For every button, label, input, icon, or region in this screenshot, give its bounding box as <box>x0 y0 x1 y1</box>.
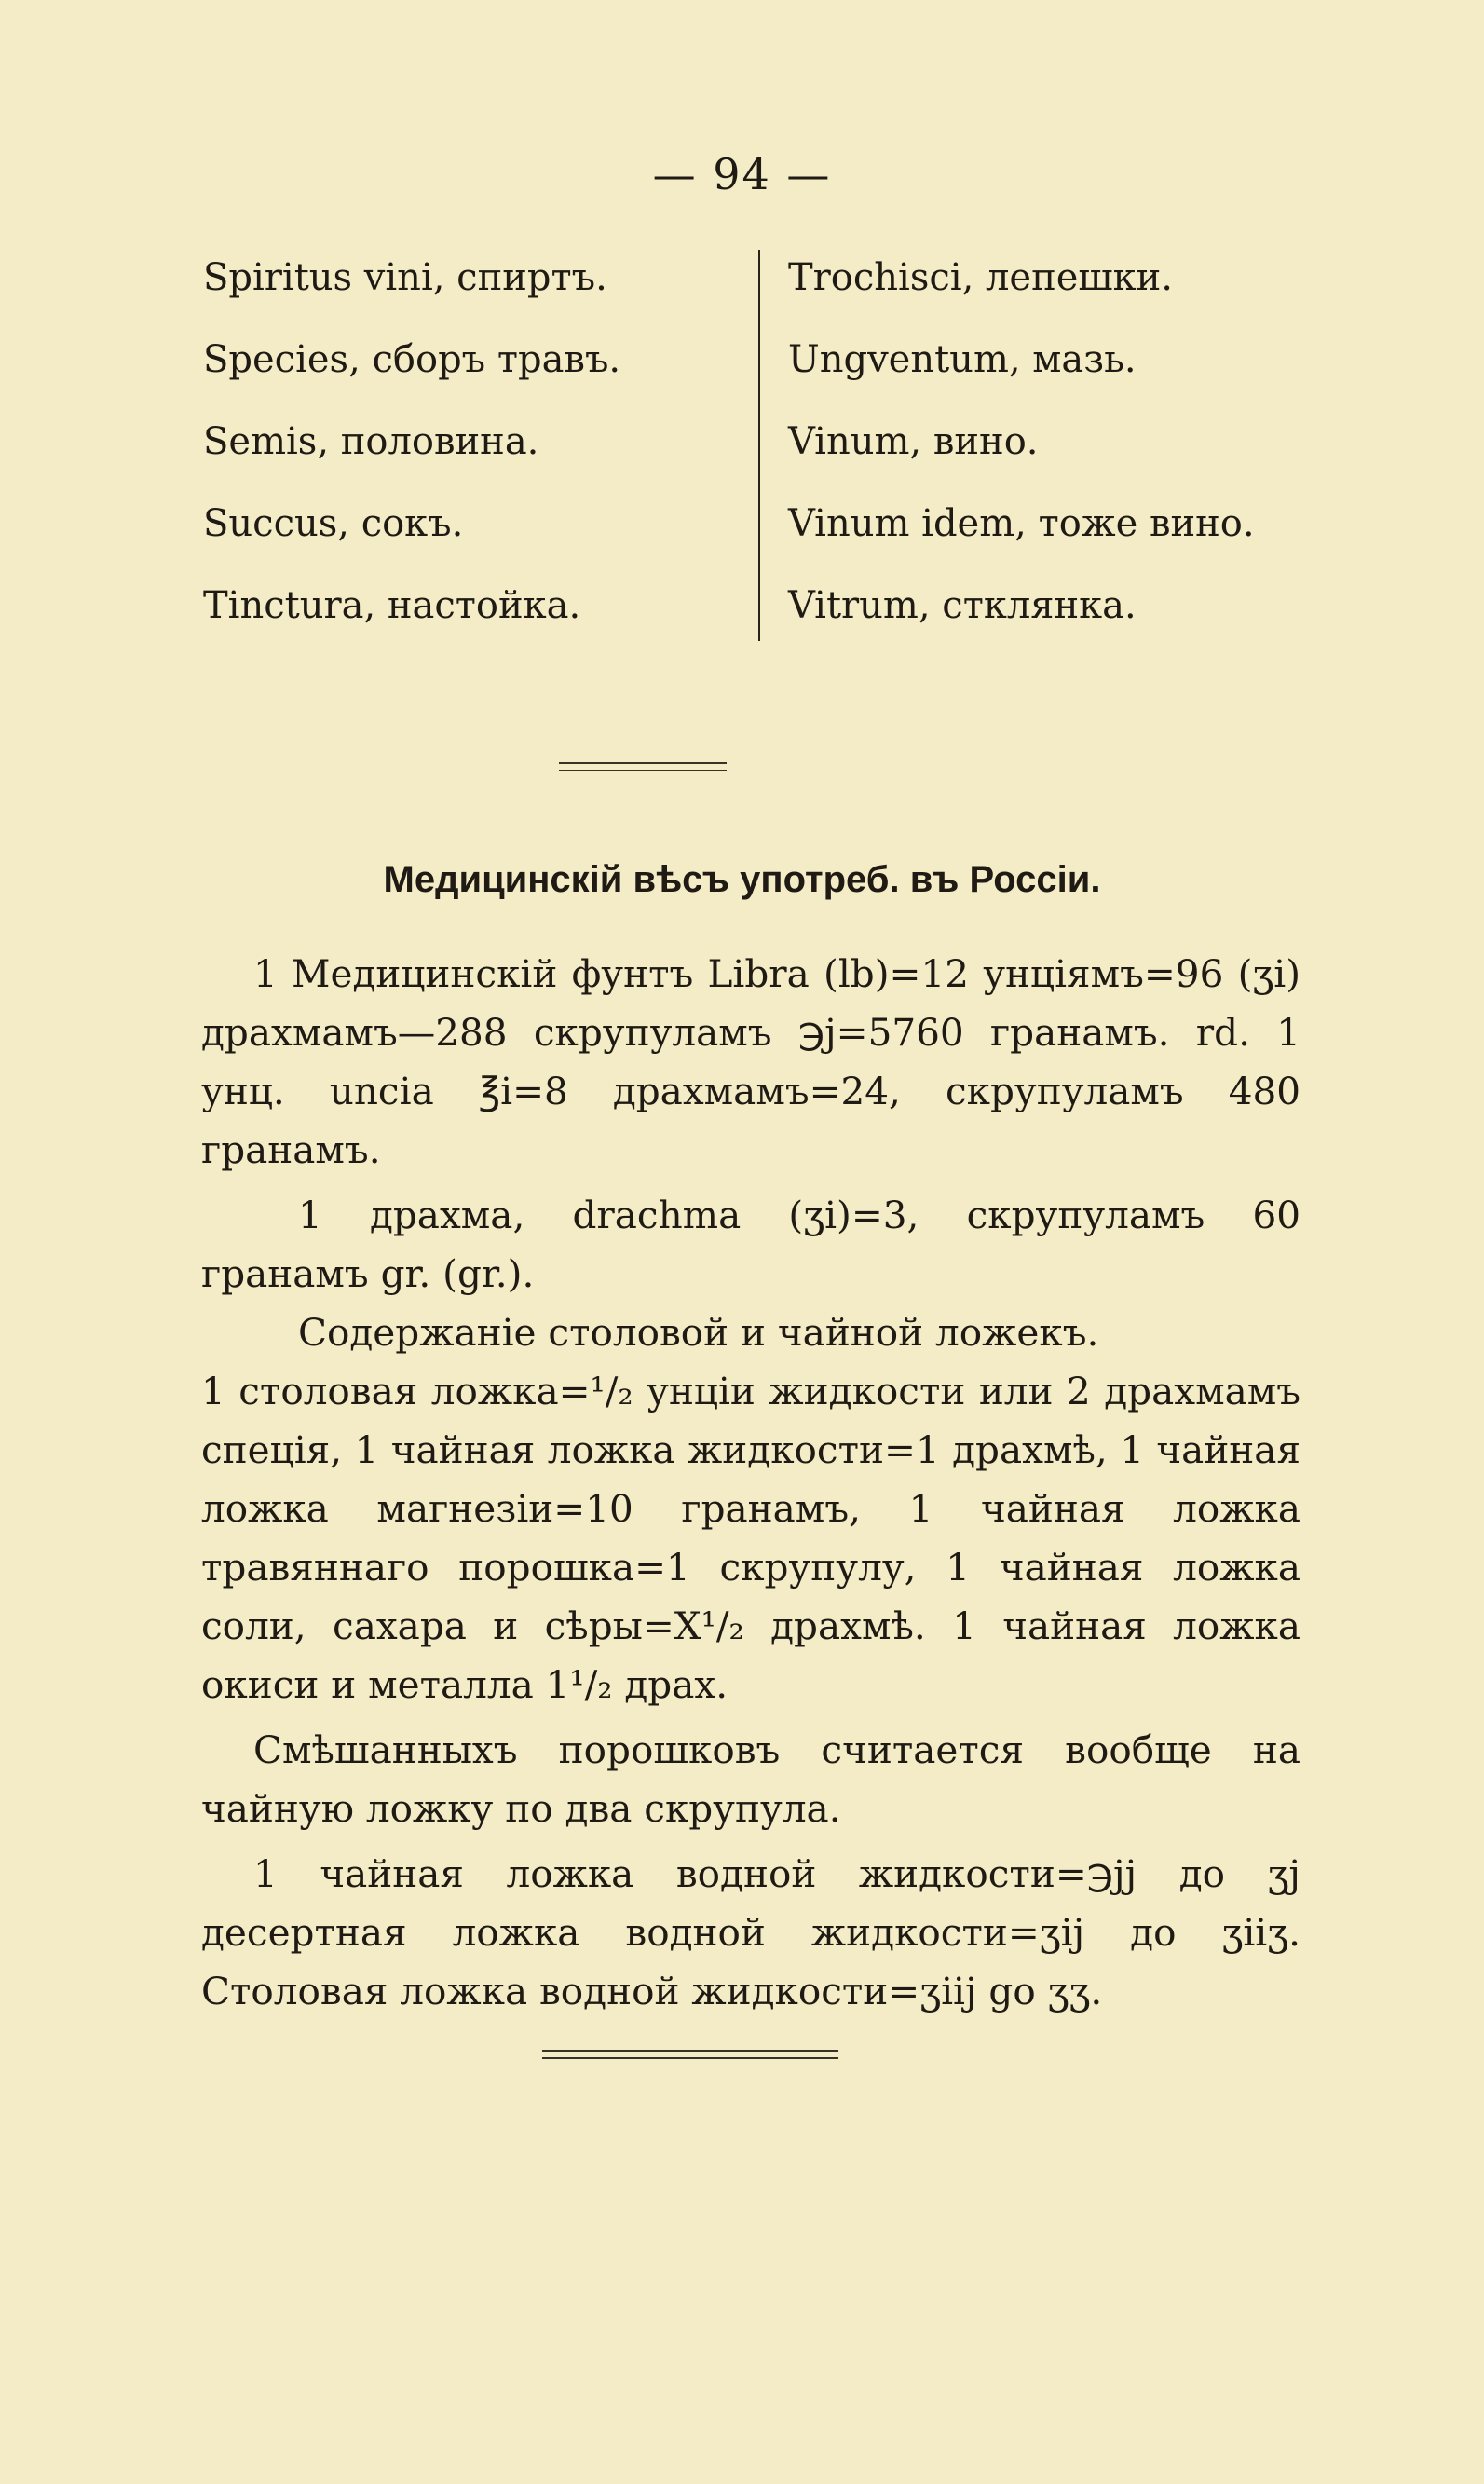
glossary-entry: Tinctura, настойка. <box>203 584 581 627</box>
paragraph: 1 Медицинскій фунтъ Libra (lb)=12 унціямъ=96 (ʒi) драхмамъ—288 скрупуламъ ℈j=5760 гранамъ. rd. 1 унц. uncia ℥i=8 драхмамъ=24, скрупуламъ 480 гранамъ. <box>201 951 1300 1172</box>
glossary-entry: Species, сборъ травъ. <box>203 338 621 381</box>
paragraph: Содержаніе столовой и чайной ложекъ. <box>298 1310 1099 1355</box>
section-divider <box>559 762 727 771</box>
end-divider <box>542 2050 838 2059</box>
glossary-right-column <box>788 240 1347 650</box>
section-heading: Медицинскій вѣсъ употреб. въ Россіи. <box>383 859 1101 900</box>
glossary-entry: Vinum idem, тоже вино. <box>788 502 1255 545</box>
section-body <box>201 945 1300 2021</box>
glossary-entry: Vinum, вино. <box>788 420 1039 463</box>
glossary-entry: Ungventum, мазь. <box>788 338 1137 381</box>
glossary-entry: Semis, половина. <box>203 420 539 463</box>
glossary-left-column <box>203 240 743 650</box>
glossary-entry: Vitrum, стклянка. <box>788 584 1137 627</box>
page-number: — 94 — <box>652 149 832 199</box>
glossary-entry: Trochisci, лепешки. <box>788 256 1173 299</box>
glossary-entry: Succus, сокъ. <box>203 502 464 545</box>
paragraph: 1 столовая ложка=¹/₂ унціи жидкости или 2 драхмамъ спеція, 1 чайная ложка жидкости=1 драхмѣ, 1 чайная ложка магнезіи=10 гранамъ, 1 чайная ложка травяннаго порошка=1 скрупулу, 1 чайная ложка соли, сахара и сѣры=X¹/₂ драхмѣ. 1 чайная ложка окиси и металла 1¹/₂ драх. <box>201 1369 1300 1707</box>
glossary-columns <box>203 240 1330 650</box>
paragraph: 1 драхма, drachma (ʒi)=3, скрупуламъ 60 гранамъ gr. (gr.). <box>201 1193 1300 1296</box>
paragraph: Смѣшанныхъ порошковъ считается вообще на чайную ложку по два скрупула. <box>201 1727 1300 1831</box>
paragraph: 1 чайная ложка водной жидкости=℈jj до ʒj десертная ложка водной жидкости=ʒij до ʒiiʒ. Столовая ложка водной жидкости=ʒiij go ʒʒ. <box>201 1851 1300 2013</box>
column-divider <box>758 250 760 641</box>
glossary-entry: Spiritus vini, спиртъ. <box>203 256 607 299</box>
